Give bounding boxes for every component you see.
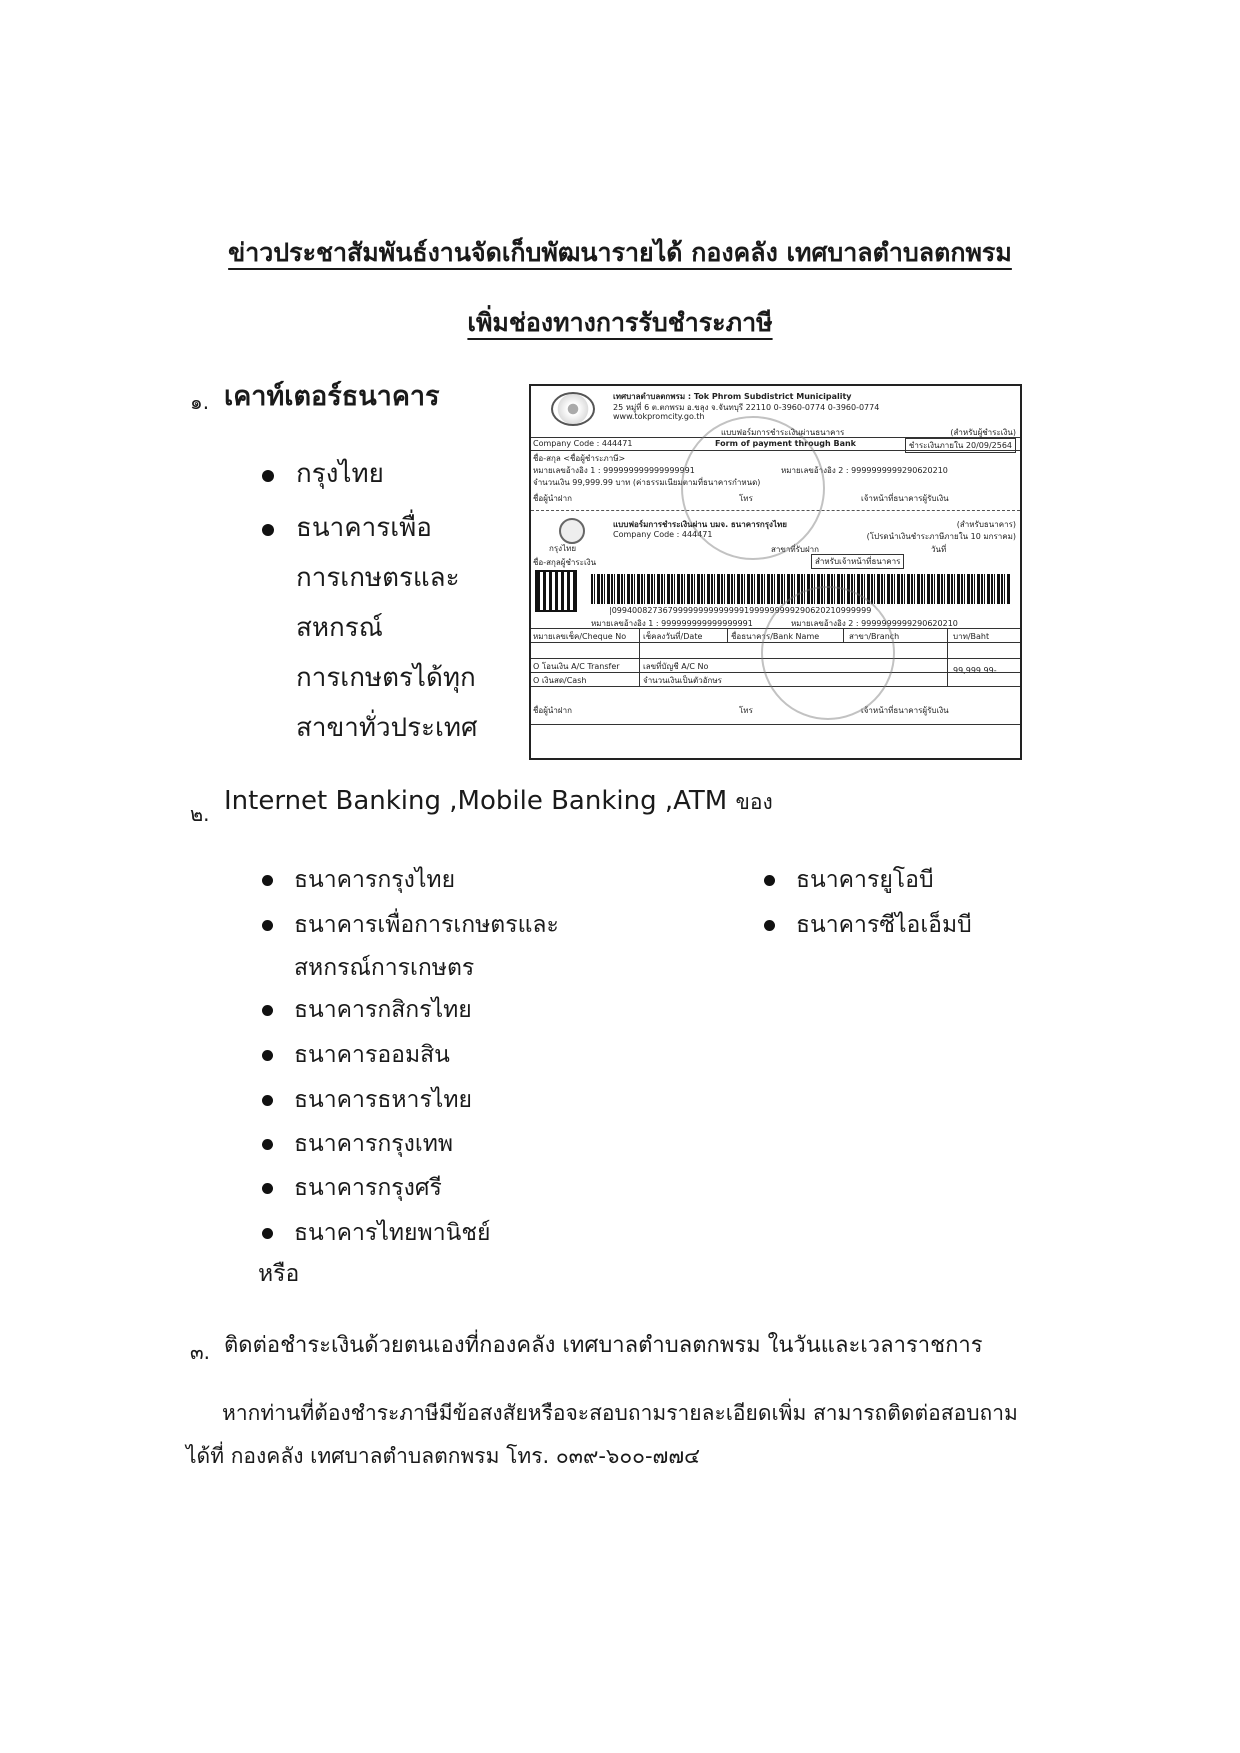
or-label: หรือ (258, 1261, 300, 1287)
bullet-icon (262, 524, 274, 536)
bullet-icon (262, 1183, 273, 1194)
stamp-mark-icon (681, 416, 825, 560)
contact-paragraph-line-1: หากท่านที่ต้องชำระภาษีมีข้อสงสัยหรือจะสอบถามรายละเอียดเพิ่ม สามารถติดต่อสอบถาม (222, 1401, 1018, 1425)
bullet-icon (262, 1050, 273, 1061)
bullet-icon (764, 920, 775, 931)
bullet-icon (262, 470, 274, 482)
list-item-continuation: สาขาทั่วประเทศ (296, 713, 478, 743)
bullet-icon (262, 875, 273, 886)
bullet-icon (262, 920, 273, 931)
list-item-continuation: การเกษตรได้ทุก (296, 663, 476, 693)
list-item-continuation: สหกรณ์ (296, 613, 383, 643)
municipality-seal-icon (551, 392, 595, 426)
document-page: ข่าวประชาสัมพันธ์งานจัดเก็บพัฒนารายได้ กองคลัง เทศบาลตำบลตกพรม เพิ่มช่องทางการรับชำระภาษี ๑. เคาท์เตอร์ธนาคาร กรุงไทย ธนาคารเพื่อ การเกษตรและ สหกรณ์ การเกษตรได้ทุก สาขาทั่วประเทศ เทศบาลตำบลตกพรม : Tok Phrom Subdistrict Municipality 25 หมู่ที่ 6 ต.ตกพรม อ.ขลุง จ.จันทบุรี 22110 0-3960-0774 0-3960-0774 www.tokpromcity.go.th แบบฟอร์มการชำระเงินผ่านธนาคาร (สำหรับผู้ชำระเงิน) Company Code : 444471 Form of payment through Bank ชำระเงินภายใน 20/09/2564 ชื่อ-สกุล <ชื่อผู้ชำระภาษี> หมายเลขอ้างอิง 1 : 999999999999999991 หมายเลขอ้างอิง 2 : 9999999999290620210 จำนวนเงิน 99,999.99 บาท (ค่าธรรมเนียมตามที่ธนาคารกำหนด) ชื่อผู้นำฝาก โทร เจ้าหน้าที่ธนาคารผู้รับเงิน กรุงไทย แบบฟอร์มการชำระเงินผ่าน บมจ. ธนาคารกรุงไทย (สำหรับธนาคาร) Company Code : 444471 (โปรดนำเงินชำระภาษีภายใน 10 มกราคม) สาขาที่รับฝาก วันที่ ชื่อ-สกุลผู้ชำระเงิน สำหรับเจ้าหน้าที่ธนาคาร |099400827367999999999999991999999999290620210999999 หมายเลขอ้างอิง 1 : 999999999999999991 หมายเลขอ้างอิง 2 : 9999999999290620210 หมายเลขเช็ค/Cheque No เช็คลงวันที่/Date ชื่อธนาคาร/Bank Name สาขา/Branch บาท/Baht O โอนเงิน A/C Transfer เลขที่บัญชี A/C No 99,999.99- O เงินสด/Cash จำนวนเงินเป็นตัวอักษร ชื่อผู้นำฝาก โทร เจ้าหน้าที่ธนาคารผู้รับเงิน ๒. Internet Banking ,Mobile Banking ,ATM ของ ธนาคารกรุงไทย ธนาคารเพื่อการเกษตรและ สหกรณ์การเกษตร ธนาคารกสิกรไทย ธนาคารออมสิน ธนาคารธหารไทย ธนาคารกรุงเทพ ธนาคารกรุงศรี ธนาคารไทยพานิชย์ หรือ ธนาคารยูโอบี ธนาคารซีไอเอ็มบี ๓. ติดต่อชำระเงินด้วยตนเองที่กองคลัง เทศบาลตำบลตกพรม ในวันและเวลาราชการ หากท่านที่ต้องชำระภาษีมีข้อสงสัยหรือจะสอบถามรายละเอียดเพิ่ม สามารถติดต่อสอบถาม ได้ที่ กองคลัง เทศบาลตำบลตกพรม โทร. ๐๓๙-๖๐๐-๗๗๔ (0, 0, 1240, 1753)
list-item-continuation: สหกรณ์การเกษตร (294, 955, 475, 981)
section-2-number: ๒. (190, 802, 210, 826)
bullet-icon (764, 875, 775, 886)
bullet-icon (262, 1005, 273, 1016)
page-title: ข่าวประชาสัมพันธ์งานจัดเก็บพัฒนารายได้ กองคลัง เทศบาลตำบลตกพรม (228, 238, 1012, 267)
ktb-logo-icon (559, 518, 585, 544)
contact-paragraph-line-2: ได้ที่ กองคลัง เทศบาลตำบลตกพรม โทร. ๐๓๙-๖๐๐-๗๗๔ (186, 1444, 701, 1468)
list-item-continuation: การเกษตรและ (296, 563, 460, 593)
bullet-icon (262, 1139, 273, 1150)
stamp-mark-icon (761, 586, 895, 720)
section-3-number: ๓. (190, 1340, 211, 1364)
bill-payment-slip: เทศบาลตำบลตกพรม : Tok Phrom Subdistrict Municipality 25 หมู่ที่ 6 ต.ตกพรม อ.ขลุง จ.จันทบุรี 22110 0-3960-0774 0-3960-0774 www.tokpromcity.go.th แบบฟอร์มการชำระเงินผ่านธนาคาร (สำหรับผู้ชำระเงิน) Company Code : 444471 Form of payment through Bank ชำระเงินภายใน 20/09/2564 ชื่อ-สกุล <ชื่อผู้ชำระภาษี> หมายเลขอ้างอิง 1 : 999999999999999991 หมายเลขอ้างอิง 2 : 9999999999290620210 จำนวนเงิน 99,999.99 บาท (ค่าธรรมเนียมตามที่ธนาคารกำหนด) ชื่อผู้นำฝาก โทร เจ้าหน้าที่ธนาคารผู้รับเงิน กรุงไทย แบบฟอร์มการชำระเงินผ่าน บมจ. ธนาคารกรุงไทย (สำหรับธนาคาร) Company Code : 444471 (โปรดนำเงินชำระภาษีภายใน 10 มกราคม) สาขาที่รับฝาก วันที่ ชื่อ-สกุลผู้ชำระเงิน สำหรับเจ้าหน้าที่ธนาคาร |099400827367999999999999991999999999290620210999999 หมายเลขอ้างอิง 1 : 999999999999999991 หมายเลขอ้างอิง 2 : 9999999999290620210 หมายเลขเช็ค/Cheque No เช็คลงวันที่/Date ชื่อธนาคาร/Bank Name สาขา/Branch บาท/Baht O โอนเงิน A/C Transfer เลขที่บัญชี A/C No 99,999.99- O เงินสด/Cash จำนวนเงินเป็นตัวอักษร ชื่อผู้นำฝาก โทร เจ้าหน้าที่ธนาคารผู้รับเงิน (529, 384, 1022, 760)
section-3-text: ติดต่อชำระเงินด้วยตนเองที่กองคลัง เทศบาลตำบลตกพรม ในวันและเวลาราชการ (224, 1333, 983, 1358)
section-1-heading: เคาท์เตอร์ธนาคาร (224, 381, 440, 412)
section-2-heading: Internet Banking ,Mobile Banking ,ATM ของ (224, 786, 773, 816)
bullet-icon (262, 1228, 273, 1239)
qr-code-icon (537, 572, 575, 610)
bullet-icon (262, 1095, 273, 1106)
section-1-number: ๑. (190, 390, 210, 414)
page-subtitle: เพิ่มช่องทางการรับชำระภาษี (467, 308, 773, 337)
